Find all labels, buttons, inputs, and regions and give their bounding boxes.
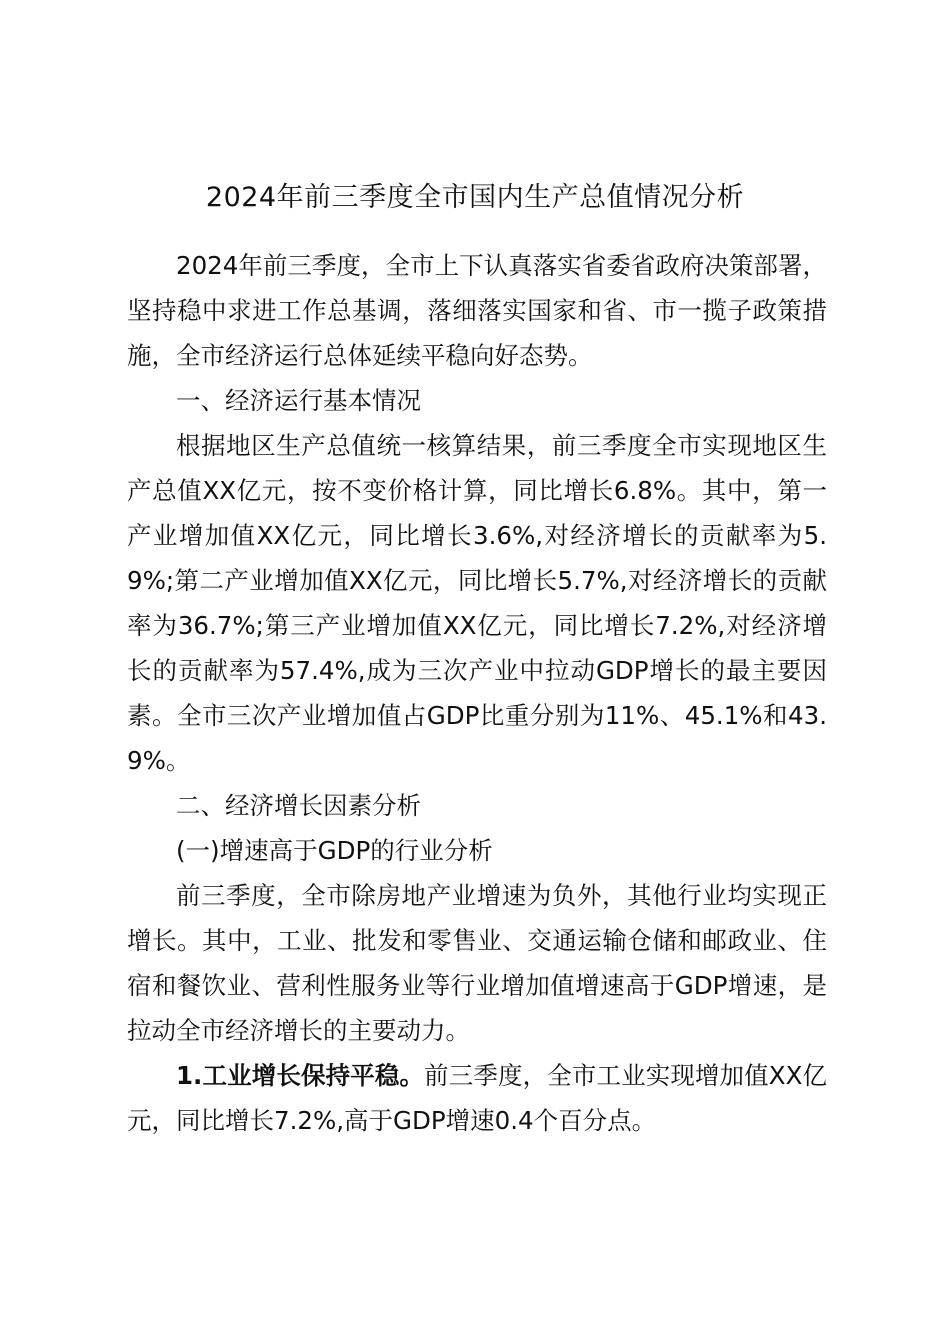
intro-paragraph: 2024年前三季度，全市上下认真落实省委省政府决策部署，坚持稳中求进工作总基调，落细落实国家和省、市一揽子政策措施，全市经济运行总体延续平稳向好态势。	[127, 251, 827, 370]
section-heading-2: 二、经济增长因素分析	[176, 791, 421, 820]
section1-paragraph: 根据地区生产总值统一核算结果，前三季度全市实现地区生产总值XX亿元，按不变价格计算，同比增长6.8%。其中，第一产业增加值XX亿元，同比增长3.6%,对经济增长的贡献率为5.9%;第二产业增加值XX亿元，同比增长5.7%,对经济增长的贡献率为36.7%;第三产业增加值XX亿元，同比增长7.2%,对经济增长的贡献率为57.4%,成为三次产业中拉动GDP增长的最主要因素。全市三次产业增加值占GDP比重分别为11%、45.1%和43.9%。	[127, 431, 827, 775]
item1-paragraph	[127, 1053, 827, 1143]
document-body	[127, 243, 827, 1143]
section-heading-1: 一、经济运行基本情况	[176, 386, 421, 415]
subsection1-paragraph: 前三季度，全市除房地产业增速为负外，其他行业均实现正增长。其中，工业、批发和零售业、交通运输仓储和邮政业、住宿和餐饮业、营利性服务业等行业增加值增速高于GDP增速，是拉动全市经济增长的主要动力。	[127, 881, 827, 1045]
item1-text: 前三季度，全市工业实现增加值XX亿元，同比增长7.2%,高于GDP增速0.4个百分点。	[127, 1061, 827, 1135]
subsection-heading-1: (一)增速高于GDP的行业分析	[176, 836, 493, 865]
item1-lead: 1.工业增长保持平稳。	[176, 1061, 425, 1090]
document-title: 2024年前三季度全市国内生产总值情况分析	[205, 182, 745, 213]
